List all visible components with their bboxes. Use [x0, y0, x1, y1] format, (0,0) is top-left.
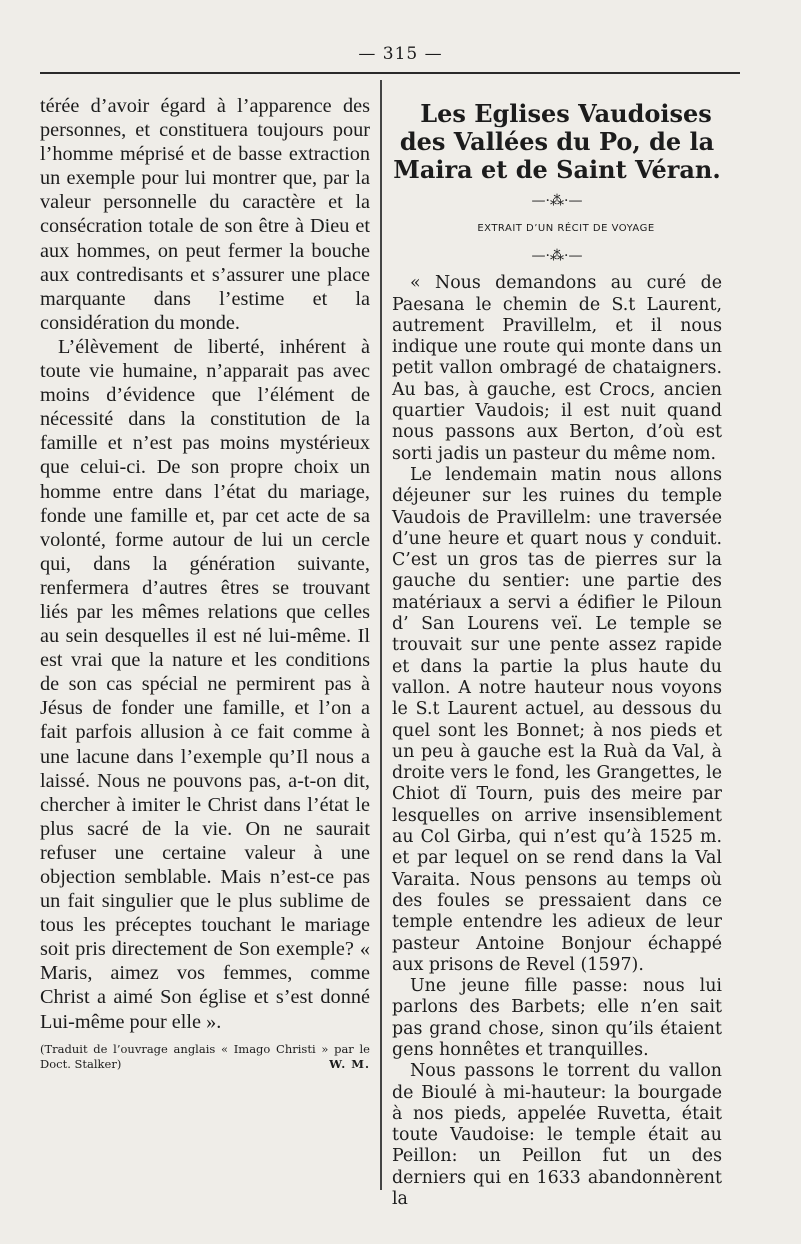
header-rule — [40, 72, 740, 74]
article-subtitle: EXTRAIT D’UN RÉCIT DE VOYAGE — [477, 223, 655, 234]
ornament-top: —·⁂·— — [531, 193, 583, 209]
ornament-bottom: —·⁂·— — [531, 248, 583, 265]
translation-note-text: (Traduit de l’ouvrage anglais « Imago Christi » par le Doct. Stalker) — [40, 1041, 370, 1071]
article-body — [392, 273, 722, 1210]
right-paragraph-4: Nous passons le torrent du vallon de Bioulé à mi-hauteur: la bourgade à nos pieds, appelée Ruvetta, était toute Vaudoise: le temple était au Peillon: un Peillon fut un des derniers qui en 1633 abandonnèrent la — [392, 1061, 722, 1210]
left-paragraph-1: térée d’avoir égard à l’apparence des personnes, et constituera toujours pour l’homme méprisé et de basse extraction un exemple pour lui montrer que, par la valeur personnelle du caractère et la consécration totale de son être à Dieu et aux hommes, on peut fermer la bouche aux contredisants et s’assurer une place marquante dans l’estime et la considération du monde. — [40, 95, 370, 334]
left-paragraph-2: L’élèvement de liberté, inhérent à toute vie humaine, n’apparait pas avec moins d’évidence que l’élément de nécessité dans la constitution de la famille et n’est pas moins mystérieux que celui-ci. De son propre choix un homme entre dans l’état du mariage, fonde une famille et, par cet acte de sa volonté, forme autour de lui un cercle qui, dans la génération suivante, renfermera d’autres êtres se trouvant liés par les mêmes relations que celles au sein desquelles il est né lui-même. Il est vrai que la nature et les conditions de son cas spécial ne permirent pas à Jésus de fonder une famille, et l’on a fait parfois allusion à ce fait comme à une lacune dans l’exemple qu’Il nous a laissé. Nous ne pouvons pas, a-t-on dit, chercher à imiter le Christ dans l’état le plus sacré de la vie. On ne saurait refuser une certaine valeur à une objection semblable. Mais n’est-ce pas un fait singulier que le plus sublime de tous les préceptes touchant le mariage soit pris directement de Son exemple? « Maris, aimez vos femmes, comme Christ a aimé Son église et s’est donné Lui-même pour elle ». — [40, 335, 370, 1033]
signature: W. M. — [329, 1056, 370, 1071]
right-paragraph-1: « Nous demandons au curé de Paesana le chemin de S.t Laurent, autrement Pravillelm, et il nous indique une route qui monte dans un petit vallon ombragé de chataigners. Au bas, à gauche, est Crocs, ancien quartier Vaudois; il est nuit quand nous passons aux Berton, d’où est sorti jadis un pasteur du même nom. — [392, 273, 722, 464]
article-title: Les Eglises Vaudoises des Vallées du Po, de la Maira et de Saint Véran. — [393, 99, 721, 184]
right-paragraph-3: Une jeune fille passe: nous lui parlons des Barbets; elle n’en sait pas grand chose, sinon qu’ils étaient gens honnêtes et tranquilles. — [392, 976, 722, 1060]
right-paragraph-2: Le lendemain matin nous allons déjeuner sur les ruines du temple Vaudois de Pravillelm: une traversée d’une heure et quart nous y conduit. C’est un gros tas de pierres sur la gauche du sentier: une partie des matériaux a servi a édifier le Piloun d’ San Lourens veï. Le temple se trouvait sur une pente assez rapide et dans la partie la plus haute du vallon. A notre hauteur nous voyons le S.t Laurent actuel, au dessous du quel sont les Bonnet; à nos pieds et un peu à gauche est la Ruà da Val, à droite vers le fond, les Grangettes, le Chiot dï Tourn, puis des meire par lesquelles on arrive insensiblement au Col Girba, qui n’est qu’à 1525 m. et par lequel on se rend dans la Val Varaita. Nous pensons au temps où des foules se pressaient dans ce temple entendre les adieux de leur pasteur Antoine Bonjour échappé aux prisons de Revel (1597). — [392, 464, 722, 975]
page-number: — 315 — — [358, 44, 443, 64]
column-divider — [380, 80, 382, 1190]
left-column — [40, 94, 370, 1072]
right-column — [392, 100, 722, 1210]
translation-note — [40, 1042, 370, 1072]
